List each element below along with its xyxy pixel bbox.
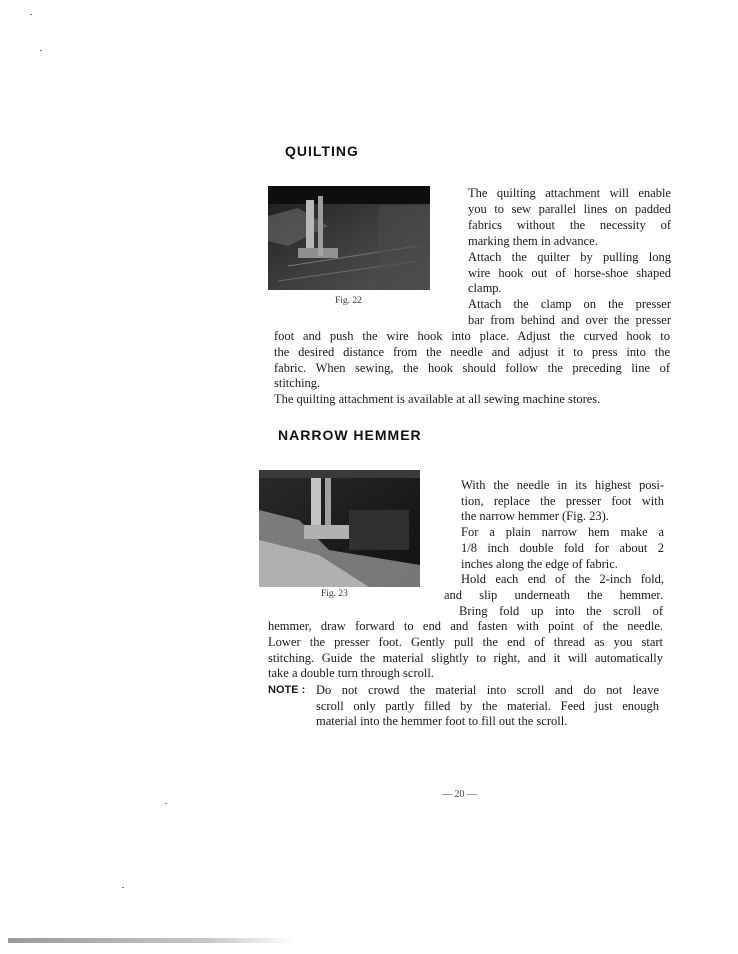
quilting-text-line: the desired distance from the needle and adjust it to press into the — [274, 345, 670, 359]
narrow-hemmer-figure-caption: Fig. 23 — [321, 589, 348, 599]
scan-edge-bar — [8, 938, 296, 943]
quilting-text-line: bar from behind and over the presser — [468, 313, 671, 327]
note-text-line: scroll only partly filled by the material. Feed just enough — [316, 699, 659, 713]
quilting-text-line: Attach the quilter by pulling long — [468, 250, 671, 264]
quilting-text-line: The quilting attachment is available at all sewing machine stores. — [274, 392, 601, 406]
narrow-hemmer-text-line: 1/8 inch double fold for about 2 — [461, 541, 664, 555]
narrow-hemmer-text-line: inches along the edge of fabric. — [461, 557, 618, 571]
narrow-hemmer-text-line: and slip underneath the hemmer. — [444, 588, 663, 602]
narrow-hemmer-text-line: Lower the presser foot. Gently pull the end of thread as you start — [268, 635, 663, 649]
quilting-figure-caption: Fig. 22 — [335, 296, 362, 306]
narrow-hemmer-heading: NARROW HEMMER — [278, 427, 422, 443]
quilting-text-line: The quilting attachment will enable — [468, 186, 671, 200]
note-label: NOTE : — [268, 684, 306, 696]
scan-speck — [165, 803, 167, 804]
quilting-text-line: fabrics without the necessity of — [468, 218, 671, 232]
scan-speck — [122, 887, 124, 888]
scan-speck — [40, 50, 42, 51]
narrow-hemmer-text-line: Bring fold up into the scroll of — [459, 604, 663, 618]
narrow-hemmer-text-line: With the needle in its highest posi- — [461, 478, 664, 492]
quilting-text-line: wire hook out of horse-shoe shaped — [468, 266, 671, 280]
narrow-hemmer-figure-photo — [259, 470, 420, 587]
narrow-hemmer-text-line: stitching. Guide the material slightly to right, and it will automatically — [268, 651, 663, 665]
quilting-text-line: Attach the clamp on the presser — [468, 297, 671, 311]
quilting-text-line: you to sew parallel lines on padded — [468, 202, 671, 216]
note-text-line: Do not crowd the material into scroll and do not leave — [316, 683, 659, 697]
quilting-text-line: clamp. — [468, 281, 502, 295]
quilting-text-line: foot and push the wire hook into place. Adjust the curved hook to — [274, 329, 670, 343]
quilting-text-line: marking them in advance. — [468, 234, 598, 248]
page-number: — 20 — — [442, 789, 477, 800]
narrow-hemmer-text-line: Hold each end of the 2-inch fold, — [461, 572, 664, 586]
quilting-text-line: stitching. — [274, 376, 321, 390]
note-text-line: material into the hemmer foot to fill out the scroll. — [316, 714, 568, 728]
quilting-text-line: fabric. When sewing, the hook should follow the preceding line of — [274, 361, 670, 375]
narrow-hemmer-text-line: hemmer, draw forward to end and fasten with point of the needle. — [268, 619, 663, 633]
scan-speck — [30, 14, 32, 15]
narrow-hemmer-text-line: take a double turn through scroll. — [268, 666, 434, 680]
quilting-heading: QUILTING — [285, 143, 359, 159]
narrow-hemmer-text-line: tion, replace the presser foot with — [461, 494, 664, 508]
quilting-figure-photo — [268, 186, 430, 290]
narrow-hemmer-text-line: For a plain narrow hem make a — [461, 525, 664, 539]
narrow-hemmer-text-line: the narrow hemmer (Fig. 23). — [461, 509, 609, 523]
